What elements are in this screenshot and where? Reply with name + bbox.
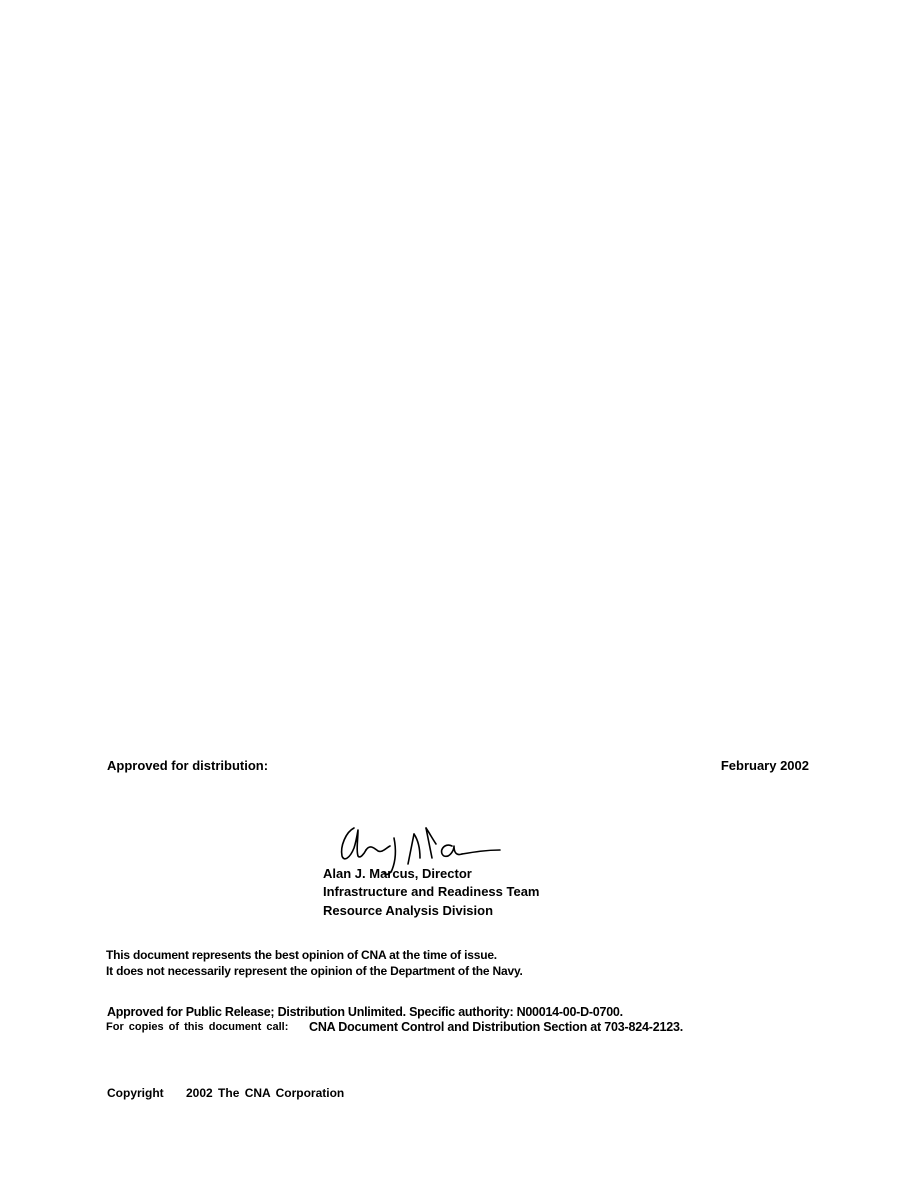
copyright-notice: 2002 The CNA Corporation <box>186 1086 345 1100</box>
signatory-name: Alan J. Marcus, Director <box>323 866 472 881</box>
disclaimer-line-1: This document represents the best opinion of CNA at the time of issue. <box>106 948 497 962</box>
signatory-team: Infrastructure and Readiness Team <box>323 884 540 899</box>
disclaimer-line-2: It does not necessarily represent the opinion of the Department of the Navy. <box>106 964 523 978</box>
copies-contact-label: For copies of this document call: <box>106 1021 289 1033</box>
signatory-division: Resource Analysis Division <box>323 903 494 918</box>
approved-for-distribution-label: Approved for distribution: <box>107 758 269 773</box>
copyright-label: Copyright <box>107 1086 164 1100</box>
copies-contact-info: CNA Document Control and Distribution Section at 703-824-2123. <box>309 1020 684 1034</box>
publication-date: February 2002 <box>720 758 809 773</box>
release-statement: Approved for Public Release; Distribution Unlimited. Specific authority: N00014-00-D-0700. <box>107 1005 623 1019</box>
